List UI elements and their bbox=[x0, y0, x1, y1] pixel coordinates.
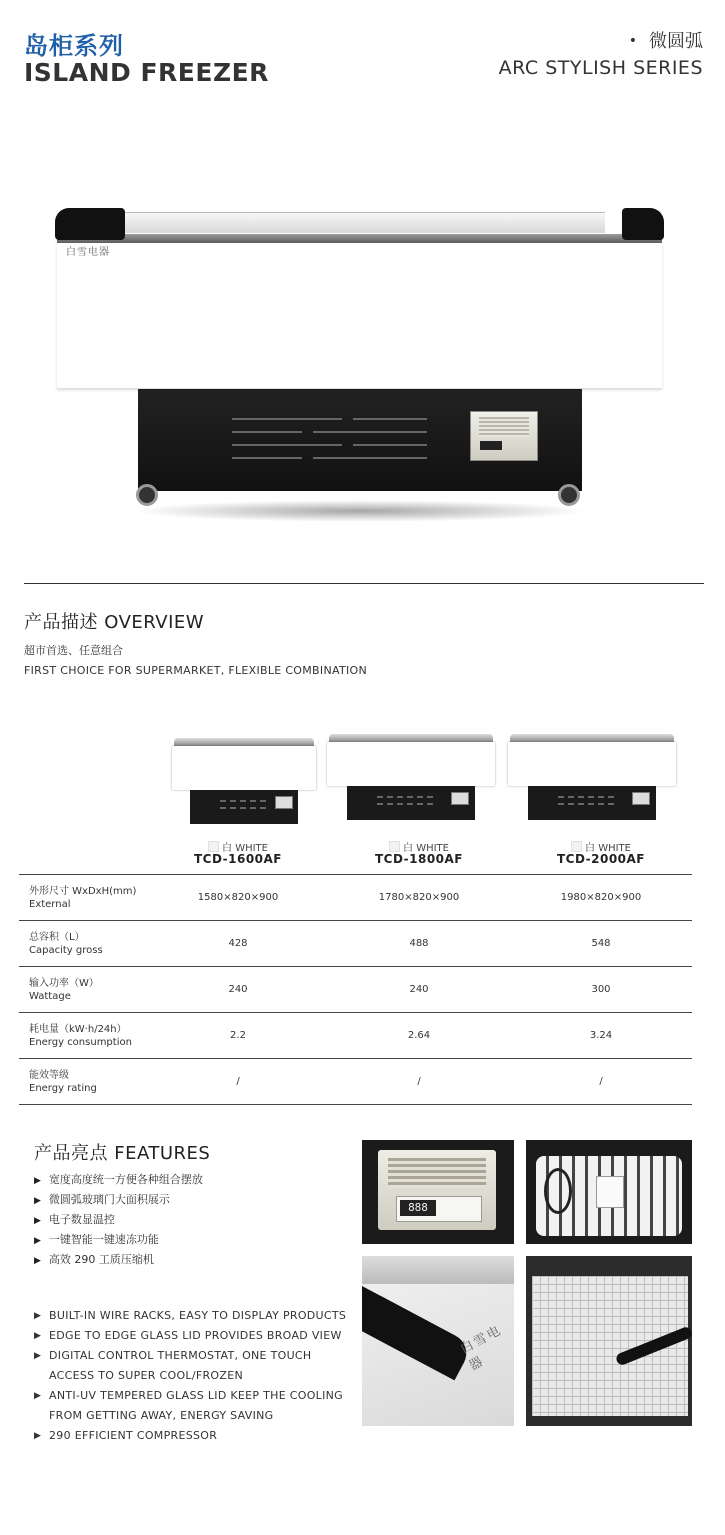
photo-wire-rack bbox=[526, 1256, 692, 1426]
spec-value: 548 bbox=[591, 938, 611, 949]
freezer-body bbox=[57, 243, 662, 389]
spec-label bbox=[29, 977, 99, 1003]
spec-label bbox=[29, 885, 136, 911]
spec-label-en: Wattage bbox=[29, 991, 71, 1002]
end-cap-right bbox=[622, 208, 664, 240]
model-image-2 bbox=[327, 732, 495, 824]
feature-item-en bbox=[34, 1426, 354, 1446]
feature-item-cn bbox=[34, 1193, 203, 1213]
spec-value: 2.2 bbox=[230, 1030, 246, 1041]
vent-slot bbox=[232, 444, 342, 446]
caster-wheel bbox=[136, 484, 158, 506]
features-list-en bbox=[34, 1306, 354, 1446]
feature-item-en bbox=[34, 1326, 354, 1346]
spec-label bbox=[29, 1023, 132, 1049]
spec-value: 3.24 bbox=[589, 1030, 613, 1041]
title-cn: 岛柜系列 bbox=[24, 32, 124, 60]
feature-text: 微圆弧玻璃门大面积展示 bbox=[48, 1193, 170, 1206]
feature-item-en bbox=[34, 1386, 354, 1426]
feature-text: 电子数显温控 bbox=[48, 1213, 115, 1226]
brand-logo: 白雪电器 bbox=[458, 1322, 505, 1374]
feature-text: 宽度高度统一方便各种组合摆放 bbox=[48, 1173, 203, 1186]
features-list-cn bbox=[34, 1173, 203, 1273]
spec-value: 240 bbox=[409, 984, 429, 995]
feature-text: 一键智能一键速冻功能 bbox=[48, 1233, 159, 1246]
spec-label-cn: 外形尺寸 WxDxH(mm) bbox=[29, 886, 137, 897]
feature-item-en bbox=[34, 1306, 354, 1326]
spec-row bbox=[19, 874, 692, 920]
vent-slot bbox=[313, 457, 427, 459]
panel-grille bbox=[479, 417, 529, 437]
end-cap-left bbox=[55, 208, 125, 240]
model-name-3: TCD-2000AF bbox=[556, 852, 646, 866]
spec-value: 1580×820×900 bbox=[197, 892, 279, 903]
spec-label bbox=[29, 1069, 97, 1095]
feature-text: BUILT-IN WIRE RACKS, EASY TO DISPLAY PRODUCTS bbox=[49, 1309, 347, 1322]
triangle-bullet-icon: ▶ bbox=[34, 1331, 42, 1341]
triangle-bullet-icon: ▶ bbox=[34, 1431, 42, 1441]
triangle-bullet-icon: ▶ bbox=[34, 1176, 41, 1186]
series-cn-text: 微圆弧 bbox=[649, 31, 703, 52]
photo-corner-detail bbox=[362, 1256, 514, 1426]
triangle-bullet-icon: ▶ bbox=[34, 1311, 42, 1321]
color-swatch bbox=[389, 841, 400, 852]
feature-text: DIGITAL CONTROL THERMOSTAT, ONE TOUCH ACCESS TO SUPER COOL/FROZEN bbox=[49, 1349, 312, 1382]
digital-display bbox=[480, 441, 502, 450]
feature-item-cn bbox=[34, 1233, 203, 1253]
feature-item-en bbox=[34, 1346, 354, 1386]
spec-row bbox=[19, 1012, 692, 1058]
spec-label-cn: 耗电量（kW·h/24h） bbox=[29, 1024, 127, 1035]
model-name-2: TCD-1800AF bbox=[374, 852, 464, 866]
glass-top bbox=[362, 1256, 514, 1284]
features-title: 产品亮点 FEATURES bbox=[34, 1143, 211, 1164]
model-color-text: 白 WHITE bbox=[585, 843, 631, 854]
vent-slot bbox=[232, 457, 302, 459]
photo-vent-grille bbox=[526, 1140, 692, 1244]
triangle-bullet-icon: ▶ bbox=[34, 1391, 42, 1401]
photo-control-panel bbox=[362, 1140, 514, 1244]
series-en: ARC STYLISH SERIES bbox=[498, 57, 703, 79]
control-panel bbox=[470, 411, 538, 461]
freezer-rail bbox=[57, 234, 662, 243]
triangle-bullet-icon: ▶ bbox=[34, 1236, 41, 1246]
spec-label bbox=[29, 931, 103, 957]
spec-label-en: External bbox=[29, 899, 71, 910]
spec-value: 428 bbox=[228, 938, 248, 949]
glass-lid bbox=[115, 212, 605, 233]
panel-grille bbox=[388, 1158, 486, 1188]
series-cn bbox=[629, 27, 703, 53]
triangle-bullet-icon: ▶ bbox=[34, 1351, 42, 1361]
spec-row bbox=[19, 920, 692, 966]
digital-display: 888 bbox=[400, 1200, 436, 1216]
model-color-text: 白 WHITE bbox=[403, 843, 449, 854]
model-color-text: 白 WHITE bbox=[222, 843, 268, 854]
socket-icon bbox=[596, 1176, 624, 1208]
model-image-1 bbox=[172, 736, 316, 828]
triangle-bullet-icon: ▶ bbox=[34, 1216, 41, 1226]
triangle-bullet-icon: ▶ bbox=[34, 1256, 41, 1266]
vent-slot bbox=[313, 431, 427, 433]
feature-item-cn bbox=[34, 1253, 203, 1273]
spec-value: 488 bbox=[409, 938, 429, 949]
caster-wheel bbox=[558, 484, 580, 506]
overview-subtitle-cn: 超市首选、任意组合 bbox=[24, 644, 123, 657]
feature-item-cn bbox=[34, 1173, 203, 1193]
spec-row bbox=[19, 1058, 692, 1105]
spec-label-en: Energy rating bbox=[29, 1083, 97, 1094]
divider bbox=[24, 583, 704, 584]
color-swatch bbox=[208, 841, 219, 852]
feature-text: 高效 290 工质压缩机 bbox=[48, 1253, 154, 1266]
model-name-1: TCD-1600AF bbox=[193, 852, 283, 866]
black-corner-cap bbox=[362, 1270, 473, 1380]
model-image-3 bbox=[508, 732, 676, 824]
title-en: ISLAND FREEZER bbox=[24, 58, 269, 87]
bullet-dot: • bbox=[628, 33, 637, 49]
spec-value: 1780×820×900 bbox=[378, 892, 460, 903]
vent-slot bbox=[232, 418, 342, 420]
spec-value: 1980×820×900 bbox=[560, 892, 642, 903]
spec-value: / bbox=[236, 1076, 240, 1087]
vent-slot bbox=[232, 431, 302, 433]
spec-label-en: Capacity gross bbox=[29, 945, 103, 956]
feature-text: ANTI-UV TEMPERED GLASS LID KEEP THE COOLING FROM GETTING AWAY, ENERGY SAVING bbox=[49, 1389, 343, 1422]
spec-label-cn: 输入功率（W） bbox=[29, 978, 99, 989]
spec-value: / bbox=[417, 1076, 421, 1087]
color-swatch bbox=[571, 841, 582, 852]
spec-value: 2.64 bbox=[407, 1030, 431, 1041]
brand-logo: 白雪电器 bbox=[66, 247, 110, 258]
spec-label-cn: 总容积（L） bbox=[29, 932, 85, 943]
overview-title: 产品描述 OVERVIEW bbox=[24, 612, 205, 633]
feature-text: 290 EFFICIENT COMPRESSOR bbox=[49, 1429, 218, 1442]
vent-slot bbox=[353, 444, 427, 446]
freezer-shadow bbox=[130, 500, 590, 522]
spec-label-en: Energy consumption bbox=[29, 1037, 132, 1048]
triangle-bullet-icon: ▶ bbox=[34, 1196, 41, 1206]
overview-subtitle-en: FIRST CHOICE FOR SUPERMARKET, FLEXIBLE COMBINATION bbox=[24, 664, 367, 677]
spec-row bbox=[19, 966, 692, 1012]
feature-item-cn bbox=[34, 1213, 203, 1233]
spec-value: 300 bbox=[591, 984, 611, 995]
vent-slot bbox=[353, 418, 427, 420]
spec-value: / bbox=[599, 1076, 603, 1087]
feature-text: EDGE TO EDGE GLASS LID PROVIDES BROAD VIEW bbox=[49, 1329, 342, 1342]
cable-icon bbox=[544, 1168, 572, 1214]
spec-value: 240 bbox=[228, 984, 248, 995]
spec-label-cn: 能效等级 bbox=[29, 1070, 69, 1081]
